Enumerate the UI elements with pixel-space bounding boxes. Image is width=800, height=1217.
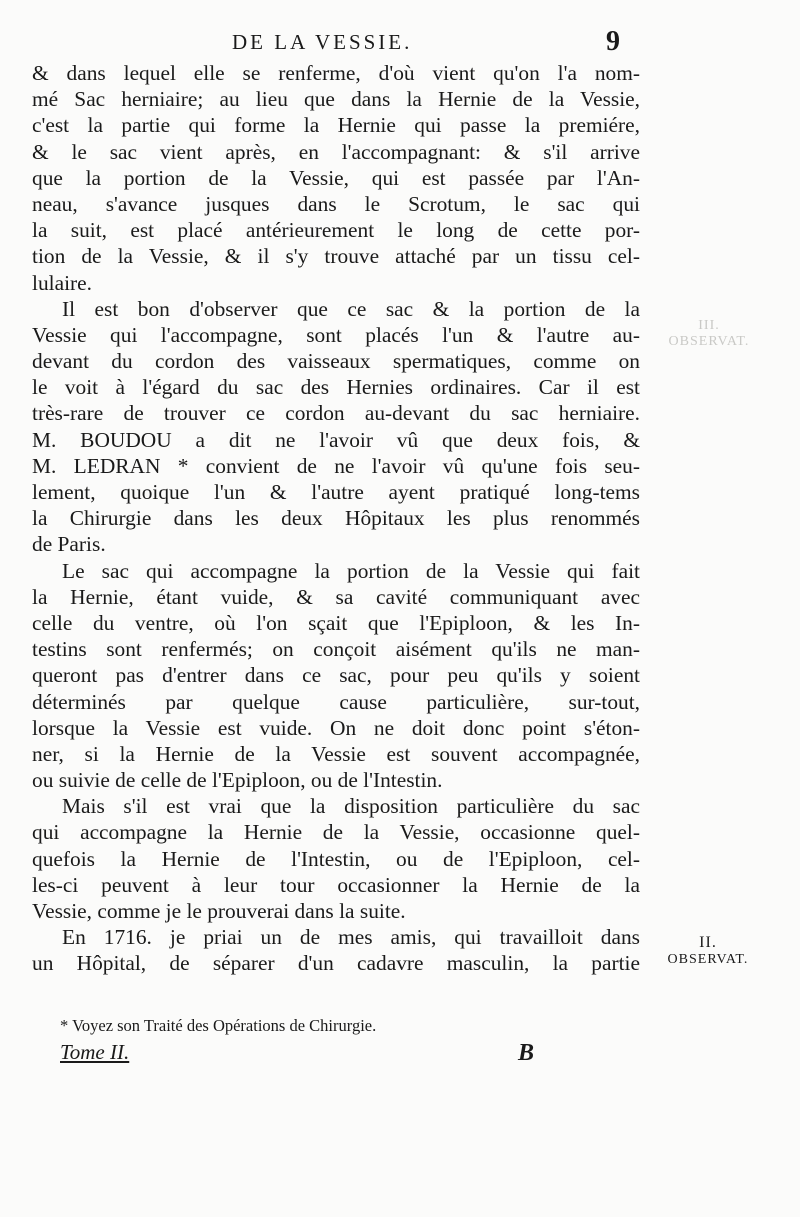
paragraph-start-line: Il est bon d'observer que ce sac & la portion de la: [62, 296, 640, 321]
text-line: testins sont renfermés; on conçoit aisément qu'ils ne man-: [32, 637, 640, 662]
signature-line: [60, 1040, 580, 1072]
volume-label: Tome II.: [60, 1040, 130, 1064]
text-line: c'est la partie qui forme la Hernie qui passe la premiére,: [32, 113, 640, 138]
paragraph-start-line: Le sac qui accompagne la portion de la Vessie qui fait: [62, 558, 640, 583]
text-line: la Hernie, étant vuide, & sa cavité communiquant avec: [32, 584, 640, 609]
text-line: la Chirurgie dans les deux Hôpitaux les plus renommés: [32, 506, 640, 531]
footnote: * Voyez son Traité des Opérations de Chirurgie.: [60, 1016, 377, 1035]
text-line: lorsque la Vessie est vuide. On ne doit donc point s'éton-: [32, 715, 640, 740]
text-line: quefois la Hernie de l'Intestin, ou de l'Epiploon, cel-: [32, 846, 640, 871]
text-line: M. BOUDOU a dit ne l'avoir vû que deux fois, &: [32, 427, 640, 452]
paragraph-start-line: Mais s'il est vrai que la disposition particulière du sac: [62, 794, 640, 819]
text-line: très-rare de trouver ce cordon au-devant du sac herniaire.: [32, 401, 640, 426]
body-text: [32, 60, 640, 977]
running-head: [0, 26, 800, 60]
text-line: Vessie, comme je le prouverai dans la suite.: [32, 899, 406, 923]
page-number: 9: [606, 26, 620, 57]
bleed-through-number: III.: [698, 318, 720, 333]
text-line: que la portion de la Vessie, qui est passée par l'An-: [32, 165, 640, 190]
observation-margin-note: [656, 934, 760, 968]
text-line: celle du ventre, où l'on sçait que l'Epiploon, & les In-: [32, 610, 640, 635]
text-line: M. LEDRAN * convient de ne l'avoir vû qu'une fois seu-: [32, 453, 640, 478]
text-line: lement, quoique l'un & l'autre ayent pratiqué long-tems: [32, 480, 640, 504]
bleed-through-label: OBSERVAT.: [668, 334, 750, 349]
text-line: queront pas d'entrer dans ce sac, pour peu qu'ils y soient: [32, 663, 640, 688]
text-line: la suit, est placé antérieurement le long de cette por-: [32, 218, 640, 243]
observation-label: OBSERVAT.: [667, 952, 749, 967]
observation-number: II.: [699, 934, 717, 951]
text-line: neau, s'avance jusques dans le Scrotum, le sac qui: [32, 191, 640, 216]
text-line: ou suivie de celle de l'Epiploon, ou de l'Intestin.: [32, 768, 443, 793]
text-line: & le sac vient après, en l'accompagnant: & s'il arrive: [32, 139, 640, 164]
text-line: lulaire.: [32, 270, 92, 295]
text-line: tion de la Vessie, & il s'y trouve attaché par un tissu cel-: [32, 244, 640, 269]
text-line: qui accompagne la Hernie de la Vessie, occasionne quel-: [32, 820, 640, 845]
text-line: les-ci peuvent à leur tour occasionner la Hernie de la: [32, 872, 640, 897]
text-line: & dans lequel elle se renferme, d'où vient qu'on l'a nom-: [32, 61, 640, 85]
signature-mark: B: [518, 1040, 535, 1066]
text-line: mé Sac herniaire; au lieu que dans la Hernie de la Vessie,: [32, 87, 640, 112]
text-line: de Paris.: [32, 532, 106, 557]
paragraph-start-line: En 1716. je priai un de mes amis, qui travailloit dans: [62, 925, 640, 950]
bleed-through-margin-note: [664, 318, 754, 350]
text-line: un Hôpital, de séparer d'un cadavre masculin, la partie: [32, 951, 640, 976]
text-line: le voit à l'égard du sac des Hernies ordinaires. Car il est: [32, 375, 640, 400]
text-line: ner, si la Hernie de la Vessie est souvent accompagnée,: [32, 741, 640, 766]
text-line: déterminés par quelque cause particulière, sur-tout,: [32, 689, 640, 714]
text-line: Vessie qui l'accompagne, sont placés l'un & l'autre au-: [32, 322, 640, 347]
text-line: devant du cordon des vaisseaux spermatiques, comme on: [32, 349, 640, 374]
running-title: DE LA VESSIE.: [232, 30, 413, 54]
